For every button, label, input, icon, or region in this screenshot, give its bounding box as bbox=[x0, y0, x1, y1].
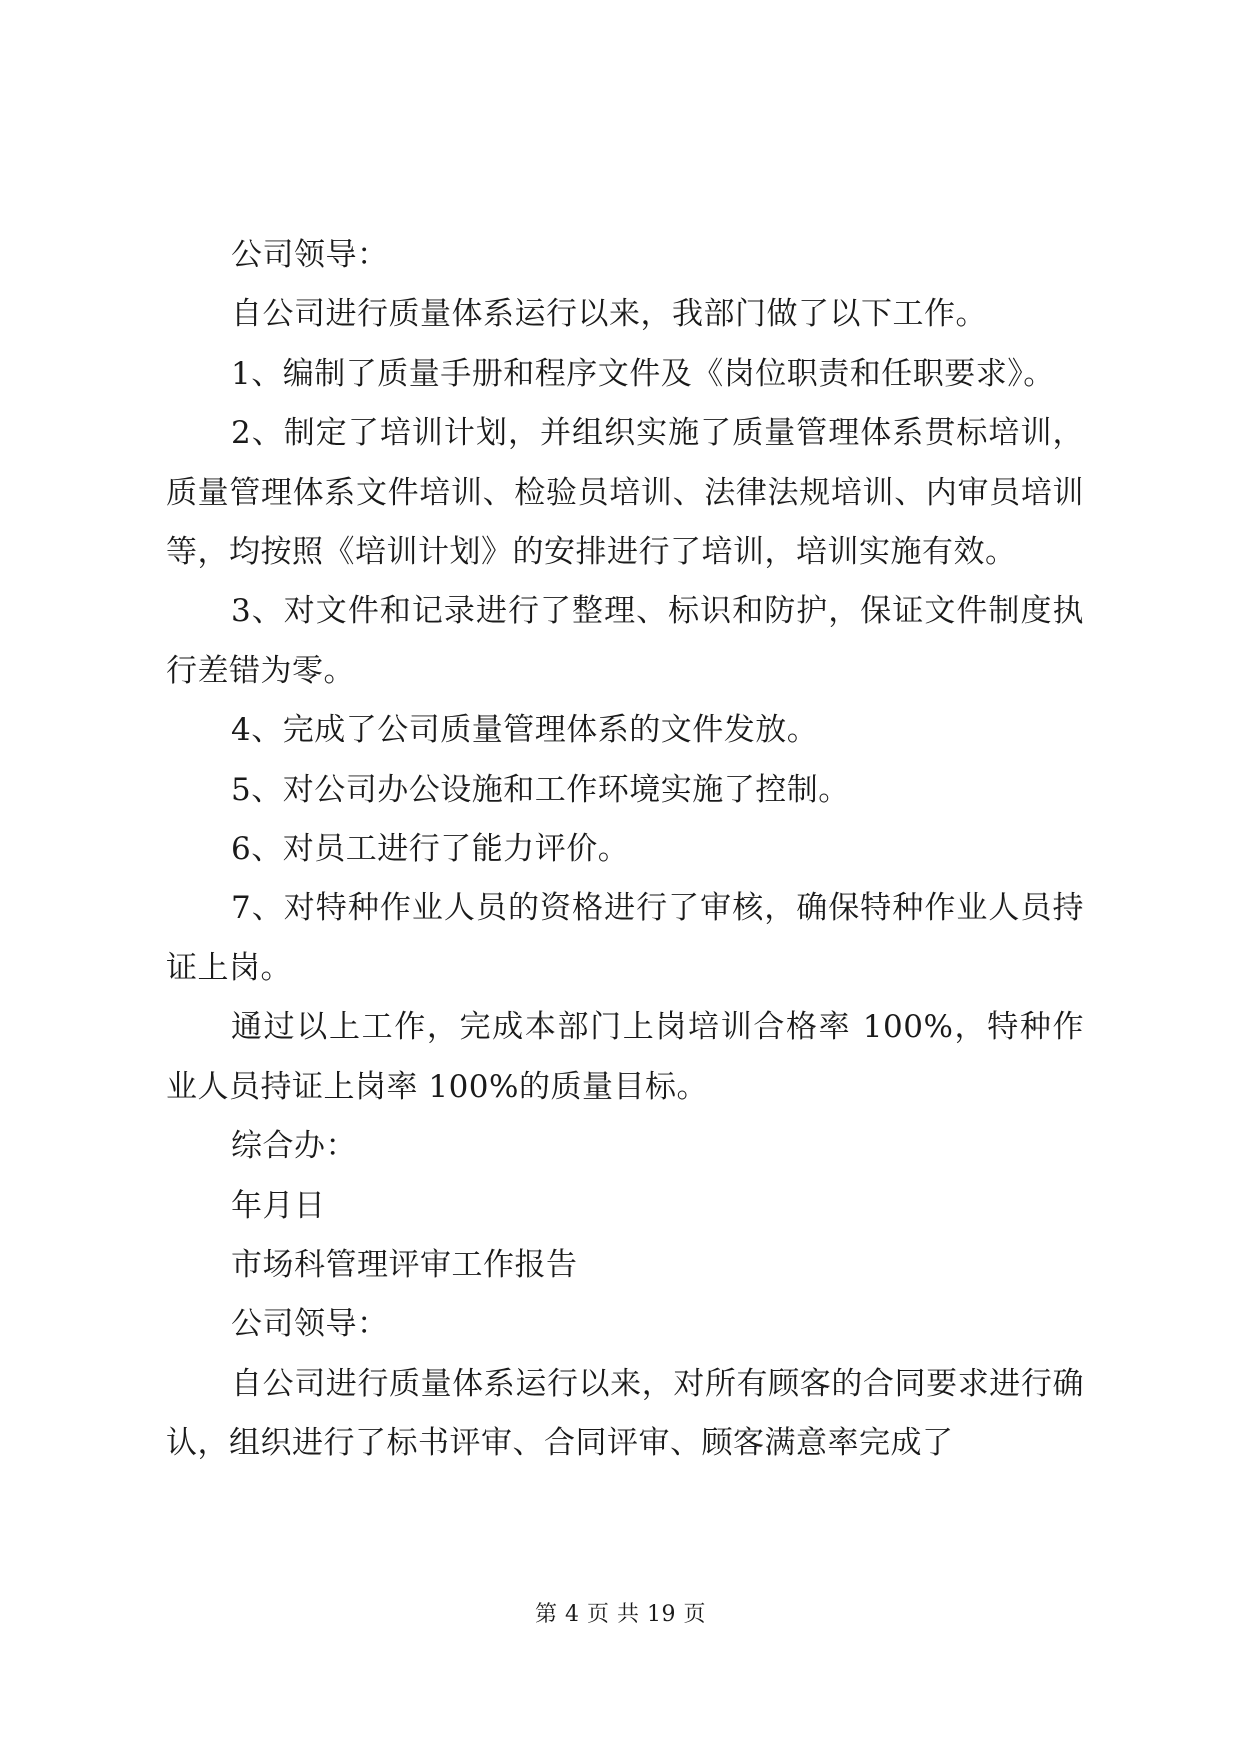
summary-paragraph: 通过以上工作，完成本部门上岗培训合格率 100%，特种作业人员持证上岗率 100%的质量目标。 bbox=[166, 1009, 1084, 1105]
report-title: 市场科管理评审工作报告 bbox=[231, 1246, 578, 1283]
salutation-2: 公司领导： bbox=[231, 1306, 389, 1343]
document-body bbox=[166, 226, 1084, 1474]
report-paragraph: 自公司进行质量体系运行以来，对所有顾客的合同要求进行确认，组织进行了标书评审、合同评审、顾客满意率完成了 bbox=[166, 1365, 1084, 1462]
work-item-4: 4、完成了公司质量管理体系的文件发放。 bbox=[231, 712, 819, 749]
work-item-1: 1、编制了质量手册和程序文件及《岗位职责和任职要求》。 bbox=[231, 355, 1055, 392]
date-line: 年月日 bbox=[231, 1187, 326, 1224]
work-item-6: 6、对员工进行了能力评价。 bbox=[231, 831, 630, 868]
work-item-7: 7、对特种作业人员的资格进行了审核，确保特种作业人员持证上岗。 bbox=[166, 890, 1084, 986]
work-item-3: 3、对文件和记录进行了整理、标识和防护，保证文件制度执行差错为零。 bbox=[166, 593, 1084, 689]
salutation: 公司领导： bbox=[231, 237, 389, 273]
department-signature: 综合办： bbox=[231, 1128, 357, 1165]
intro-paragraph: 自公司进行质量体系运行以来，我部门做了以下工作。 bbox=[231, 296, 987, 333]
work-item-2: 2、制定了培训计划，并组织实施了质量管理体系贯标培训，质量管理体系文件培训、检验员培训、法律法规培训、内审员培训等，均按照《培训计划》的安排进行了培训，培训实施有效。 bbox=[166, 415, 1084, 571]
page-footer: 第 4 页 共 19 页 bbox=[535, 1602, 706, 1627]
work-item-5: 5、对公司办公设施和工作环境实施了控制。 bbox=[231, 771, 850, 808]
